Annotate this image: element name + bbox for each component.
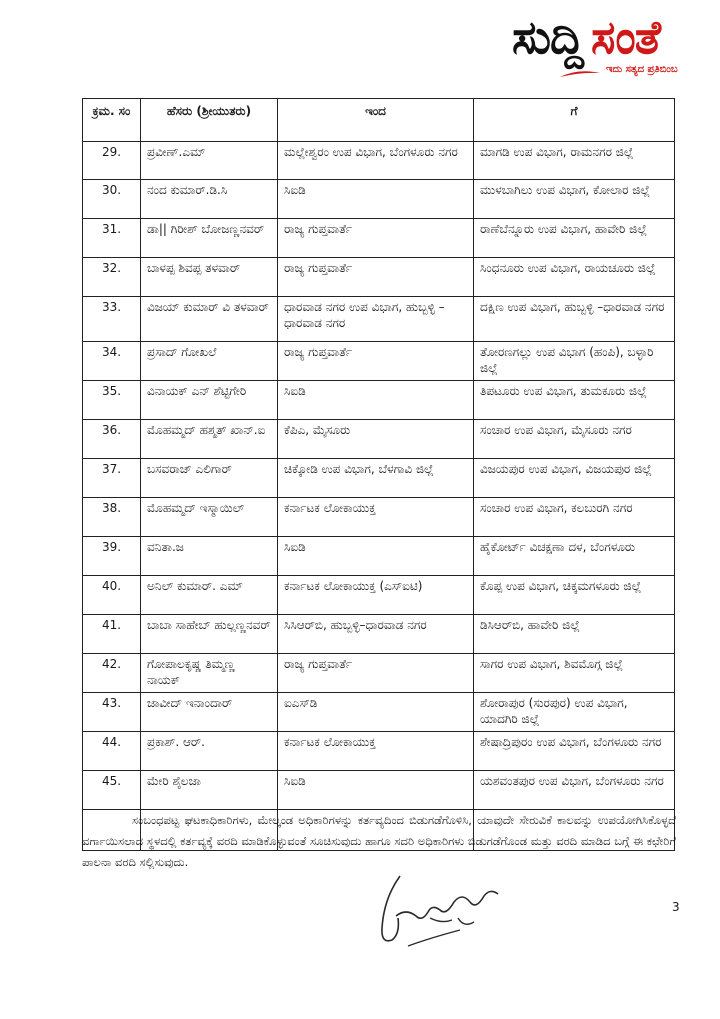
handwritten-signature-icon (370, 858, 540, 950)
cell-from: ಚಿಕ್ಕೋಡಿ ಉಪ ವಿಭಾಗ, ಬೆಳಗಾವಿ ಜಿಲ್ಲೆ (278, 459, 474, 498)
cell-serial: 31. (83, 219, 141, 258)
cell-name: ಬಾಳಪ್ಪ ಶಿವಪ್ಪ ತಳವಾರ್ (141, 258, 278, 297)
cell-serial: 44. (83, 732, 141, 771)
cell-serial: 41. (83, 615, 141, 654)
cell-to: ಡಿಸಿಆರ್‌ಬಿ, ಹಾವೇರಿ ಜಿಲ್ಲೆ (474, 615, 675, 654)
table-row (83, 180, 675, 219)
cell-to: ದಕ್ಷಿಣ ಉಪ ವಿಭಾಗ, ಹುಬ್ಬಳ್ಳಿ –ಧಾರವಾಡ ನಗರ (474, 297, 675, 342)
cell-to: ಕೊಪ್ಪ ಉಪ ವಿಭಾಗ, ಚಿಕ್ಕಮಗಳೂರು ಜಿಲ್ಲೆ (474, 576, 675, 615)
table-row (83, 381, 675, 420)
table-row (83, 297, 675, 342)
cell-from: ಧಾರವಾಡ ನಗರ ಉಪ ವಿಭಾಗ, ಹುಬ್ಬಳ್ಳಿ –ಧಾರವಾಡ ನಗರ (278, 297, 474, 342)
cell-name: ಮೊಹಮ್ಮದ್ ಹಶ್ಮತ್ ಖಾನ್.ಐ (141, 420, 278, 459)
table-row (83, 142, 675, 180)
cell-to: ವಿಜಯಪುರ ಉಪ ವಿಭಾಗ, ವಿಜಯಪುರ ಜಿಲ್ಲೆ (474, 459, 675, 498)
cell-from: ಕೆಪಿಎ, ಮೈಸೂರು (278, 420, 474, 459)
cell-from: ಸಿಐಡಿ (278, 537, 474, 576)
cell-serial: 30. (83, 180, 141, 219)
cell-from: ಕರ್ನಾಟಕ ಲೋಕಾಯುಕ್ತ (278, 732, 474, 771)
cell-serial: 34. (83, 342, 141, 381)
brand-name-red: ಸಂತೆ (590, 10, 660, 64)
table-row (83, 258, 675, 297)
cell-name: ಗೋಪಾಲಕೃಷ್ಣ ತಿಮ್ಮಣ್ಣ ನಾಯಕ್ (141, 654, 278, 693)
brand-name-black: ಸುದ್ದಿ (512, 10, 583, 64)
cell-from: ರಾಜ್ಯ ಗುಪ್ತವಾರ್ತೆ (278, 258, 474, 297)
cell-name: ಬಸವರಾಜ್ ಎಲಿಗಾರ್ (141, 459, 278, 498)
table-row (83, 732, 675, 771)
cell-name: ಅನಿಲ್ ಕುಮಾರ್. ಎಮ್ (141, 576, 278, 615)
cell-to: ಮಾಗಡಿ ಉಪ ವಿಭಾಗ, ರಾಮನಗರ ಜಿಲ್ಲೆ (474, 142, 675, 180)
cell-from: ಸಿಐಡಿ (278, 381, 474, 420)
cell-to: ಸಾಗರ ಉಪ ವಿಭಾಗ, ಶಿವಮೊಗ್ಗ ಜಿಲ್ಲೆ (474, 654, 675, 693)
cell-to: ಸಂಚಾರ ಉಪ ವಿಭಾಗ, ಕಲಬುರಗಿ ನಗರ (474, 498, 675, 537)
cell-to: ಸಂಚಾರ ಉಪ ವಿಭಾಗ, ಮೈಸೂರು ನಗರ (474, 420, 675, 459)
cell-serial: 40. (83, 576, 141, 615)
cell-from: ಕರ್ನಾಟಕ ಲೋಕಾಯುಕ್ತ (ಎಸ್‌ಐಟಿ) (278, 576, 474, 615)
cell-name: ಪ್ರಸಾದ್ ಗೋಖಲೆ (141, 342, 278, 381)
cell-to: ಯಶವಂತಪುರ ಉಪ ವಿಭಾಗ, ಬೆಂಗಳೂರು ನಗರ (474, 771, 675, 810)
cell-serial: 43. (83, 693, 141, 732)
cell-to: ಸಿಂಧನೂರು ಉಪ ವಿಭಾಗ, ರಾಯಚೂರು ಜಿಲ್ಲೆ (474, 258, 675, 297)
instruction-paragraph: ಸಂಬಂಧಪಟ್ಟ ಘಟಕಾಧಿಕಾರಿಗಳು, ಮೇಲ್ಕಂಡ ಅಧಿಕಾರಿಗಳನ್ನು ಕರ್ತವ್ಯದಿಂದ ಬಿಡುಗಡೆಗೊಳಿಸಿ, ಯಾವುದೇ ಸೇರುವಿಕೆ ಕಾಲವನ್ನು ಉಪಯೋಗಿಸಿಕೊಳ್ಳದೆ ವರ್ಗಾಯಿಸಲಾದ ಸ್ಥಳದಲ್ಲಿ ಕರ್ತವ್ಯಕ್ಕೆ ವರದಿ ಮಾಡಿಕೊಳ್ಳುವಂತೆ ಸೂಚಿಸುವುದು ಹಾಗೂ ಸದರಿ ಅಧಿಕಾರಿಗಳು ಬಿಡುಗಡೆಗೊಂಡ ಮತ್ತು ವರದಿ ಮಾಡಿದ ಬಗ್ಗೆ ಈ ಕಛೇರಿಗೆ ಪಾಲನಾ ವರದಿ ಸಲ್ಲಿಸುವುದು. (82, 812, 676, 869)
cell-serial: 29. (83, 142, 141, 180)
cell-name: ಮೇರಿ ಶೈಲಜಾ (141, 771, 278, 810)
cell-from: ಸಿಐಡಿ (278, 771, 474, 810)
cell-serial: 38. (83, 498, 141, 537)
cell-to: ಶೋರಾಪುರ (ಸುರಪುರ) ಉಪ ವಿಭಾಗ, ಯಾದಗಿರಿ ಜಿಲ್ಲೆ (474, 693, 675, 732)
brand-logo (506, 10, 712, 86)
cell-serial: 45. (83, 771, 141, 810)
cell-to: ತಿಪಟೂರು ಉಪ ವಿಭಾಗ, ತುಮಕೂರು ಜಿಲ್ಲೆ (474, 381, 675, 420)
cell-from: ಸಿಸಿಆರ್‌ಬಿ, ಹುಬ್ಬಳ್ಳಿ–ಧಾರವಾಡ ನಗರ (278, 615, 474, 654)
cell-serial: 39. (83, 537, 141, 576)
table-header-row (83, 99, 675, 142)
cell-serial: 37. (83, 459, 141, 498)
table-row (83, 498, 675, 537)
table-row (83, 576, 675, 615)
cell-name: ಮೊಹಮ್ಮದ್ ಇಸ್ಮಾಯಿಲ್ (141, 498, 278, 537)
table-row (83, 459, 675, 498)
header-to: ಗೆ (474, 99, 675, 142)
cell-to: ತೋರಣಗಲ್ಲು ಉಪ ವಿಭಾಗ (ಹಂಪಿ), ಬಳ್ಳಾರಿ ಜಿಲ್ಲೆ (474, 342, 675, 381)
brand-tagline: ಇದು ಸತ್ಯದ ಪ್ರತಿಬಿಂಬ (606, 64, 678, 75)
cell-serial: 36. (83, 420, 141, 459)
header-name: ಹೆಸರು (ಶ್ರೀಯುತರು) (141, 99, 278, 142)
table-row (83, 342, 675, 381)
swoosh-icon (558, 68, 602, 80)
cell-name: ವನಿತಾ.ಜ (141, 537, 278, 576)
cell-name: ಬಾಬಾ ಸಾಹೇಬ್ ಹುಲ್ಲಣ್ಣನವರ್ (141, 615, 278, 654)
cell-to: ಮುಳಬಾಗಿಲು ಉಪ ವಿಭಾಗ, ಕೋಲಾರ ಜಿಲ್ಲೆ (474, 180, 675, 219)
cell-from: ರಾಜ್ಯ ಗುಪ್ತವಾರ್ತೆ (278, 654, 474, 693)
cell-serial: 42. (83, 654, 141, 693)
header-serial: ಕ್ರಮ. ಸಂ (83, 99, 141, 142)
cell-name: ಪ್ರಕಾಶ್. ಆರ್. (141, 732, 278, 771)
cell-serial: 33. (83, 297, 141, 342)
cell-from: ಕರ್ನಾಟಕ ಲೋಕಾಯುಕ್ತ (278, 498, 474, 537)
header-from: ಇಂದ (278, 99, 474, 142)
cell-from: ಮಲ್ಲೇಶ್ವರಂ ಉಪ ವಿಭಾಗ, ಬೆಂಗಳೂರು ನಗರ (278, 142, 474, 180)
cell-name: ವಿನಾಯಕ್ ಎನ್ ಶೆಟ್ಟಿಗೇರಿ (141, 381, 278, 420)
table-row (83, 219, 675, 258)
cell-name: ಜಾವೀದ್ ಇನಾಂದಾರ್ (141, 693, 278, 732)
cell-name: ನಂದ ಕುಮಾರ್.ಡಿ.ಸಿ (141, 180, 278, 219)
cell-serial: 35. (83, 381, 141, 420)
cell-name: ವಿಜಯ್ ಕುಮಾರ್ ವಿ ತಳವಾರ್ (141, 297, 278, 342)
cell-to: ಶೇಷಾದ್ರಿಪುರಂ ಉಪ ವಿಭಾಗ, ಬೆಂಗಳೂರು ನಗರ (474, 732, 675, 771)
brand-name (512, 10, 660, 66)
cell-to: ರಾಣೆಬೆನ್ನೂರು ಉಪ ವಿಭಾಗ, ಹಾವೇರಿ ಜಿಲ್ಲೆ (474, 219, 675, 258)
table-row (83, 615, 675, 654)
table-row (83, 420, 675, 459)
table-row (83, 771, 675, 810)
page-number: 3 (672, 900, 680, 914)
cell-from: ಸಿಐಡಿ (278, 180, 474, 219)
cell-name: ಪ್ರವೀಣ್.ಎಮ್ (141, 142, 278, 180)
table-row (83, 654, 675, 693)
cell-from: ರಾಜ್ಯ ಗುಪ್ತವಾರ್ತೆ (278, 342, 474, 381)
cell-to: ಹೈಕೋರ್ಟ್ ವಿಚಕ್ಷಣಾ ದಳ, ಬೆಂಗಳೂರು (474, 537, 675, 576)
cell-serial: 32. (83, 258, 141, 297)
cell-name: ಡಾ|| ಗಿರೀಶ್ ಬೋಜಣ್ಣನವರ್ (141, 219, 278, 258)
cell-from: ಐಎಸ್‌ಡಿ (278, 693, 474, 732)
cell-from: ರಾಜ್ಯ ಗುಪ್ತವಾರ್ತೆ (278, 219, 474, 258)
table-row (83, 537, 675, 576)
table-row (83, 693, 675, 732)
transfer-table (82, 98, 675, 851)
